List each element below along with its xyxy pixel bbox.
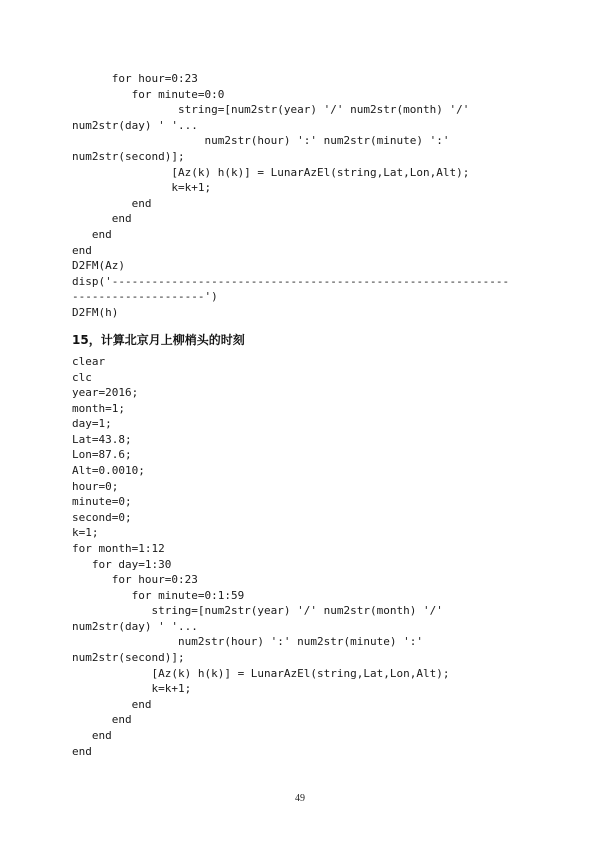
code-line: k=k+1; [72,682,192,696]
code-line: year=2016; [72,386,139,400]
code-line: minute=0; [72,495,132,509]
code-line: k=1; [72,526,99,540]
code-line: for hour=0:23 [72,573,198,587]
page-number: 49 [295,793,305,804]
code-line: end [72,243,92,257]
code-line: num2str(hour) ':' num2str(minute) ':' [72,134,450,148]
section-heading: 15，计算北京月上柳梢头的时刻 [72,333,245,347]
code-line: for minute=0:1:59 [72,588,245,602]
code-line: num2str(day) ' '... [72,619,198,633]
code-line: Alt=0.0010; [72,464,145,478]
code-line: num2str(second)]; [72,150,185,163]
code-line: for day=1:30 [72,557,172,571]
code-line: [Az(k) h(k)] = LunarAzEl(string,Lat,Lon,Alt); [72,666,450,680]
code-line: clc [72,370,92,384]
code-line: for hour=0:23 [72,72,198,85]
code-line: day=1; [72,417,112,431]
code-line: disp('------------------------------------------------------------ [72,274,510,288]
code-line: month=1; [72,401,125,415]
code-line: end [72,713,132,727]
code-line: end [72,728,112,742]
code-line: num2str(second)]; [72,651,185,665]
code-line: for month=1:12 [72,541,165,555]
code-line: end [72,196,152,210]
code-line: end [72,212,132,226]
code-line: [Az(k) h(k)] = LunarAzEl(string,Lat,Lon,Alt); [72,165,470,179]
code-line: D2FM(Az) [72,259,125,273]
code-line: D2FM(h) [72,306,119,319]
code-line: string=[num2str(year) '/' num2str(month) '/' [72,604,443,618]
code-line: Lon=87.6; [72,448,132,462]
code-line: --------------------') [72,290,218,304]
code-line: end [72,697,152,711]
code-line: for minute=0:0 [72,87,225,101]
code-line: num2str(day) ' '... [72,118,198,132]
code-line: end [72,228,112,241]
code-line: k=k+1; [72,181,212,195]
code-line: Lat=43.8; [72,432,132,446]
code-line: end [72,744,92,758]
code-line: num2str(hour) ':' num2str(minute) ':' [72,635,423,649]
code-line: second=0; [72,510,132,524]
code-line: clear [72,355,106,368]
code-line: hour=0; [72,479,119,493]
code-line: string=[num2str(year) '/' num2str(month) '/' [72,103,470,117]
